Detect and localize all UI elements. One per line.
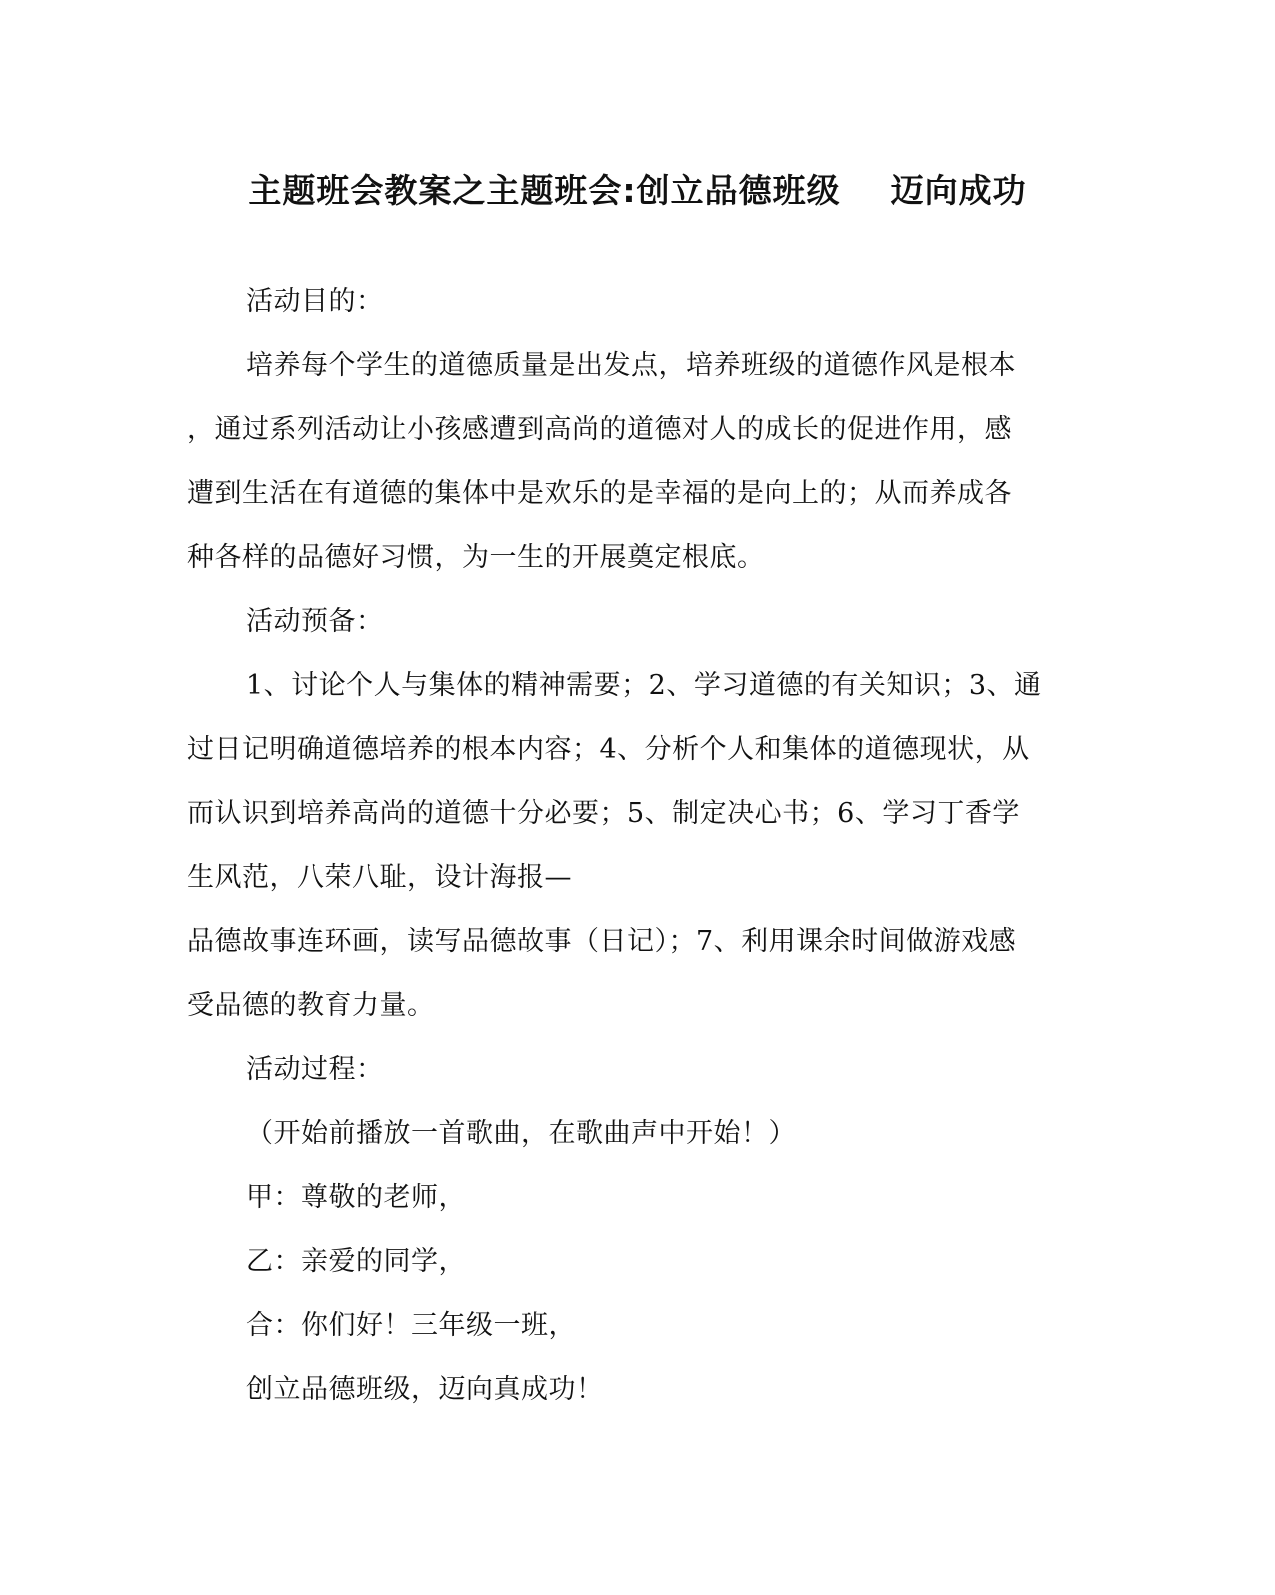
paragraph-line: 1、讨论个人与集体的精神需要；2、学习道德的有关知识；3、通 <box>246 670 1042 701</box>
paragraph-line: 种各样的品德好习惯，为一生的开展奠定根底。 <box>187 542 765 573</box>
paragraph-line: 遭到生活在有道德的集体中是欢乐的是幸福的是向上的；从而养成各 <box>187 478 1012 509</box>
dialogue-line: 乙：亲爱的同学， <box>246 1246 466 1277</box>
dialogue-line: 甲：尊敬的老师， <box>246 1182 466 1213</box>
section-heading-preparation: 活动预备： <box>246 606 384 637</box>
section-heading-process: 活动过程： <box>246 1054 384 1085</box>
paragraph-line: 品德故事连环画，读写品德故事（日记）；7、利用课余时间做游戏感 <box>187 926 1017 957</box>
paragraph-line: 受品德的教育力量。 <box>187 990 435 1021</box>
paragraph-line: （开始前播放一首歌曲，在歌曲声中开始！） <box>246 1118 796 1149</box>
dialogue-line: 创立品德班级，迈向真成功！ <box>246 1374 604 1405</box>
paragraph-line: 过日记明确道德培养的根本内容；4、分析个人和集体的道德现状，从 <box>187 734 1030 765</box>
paragraph-line: 培养每个学生的道德质量是出发点，培养班级的道德作风是根本 <box>246 350 1016 381</box>
paragraph-line: ，通过系列活动让小孩感遭到高尚的道德对人的成长的促进作用，感 <box>187 414 1012 445</box>
dialogue-line: 合：你们好！三年级一班， <box>246 1310 576 1341</box>
document-title: 主题班会教案之主题班会:创立品德班级 迈向成功 <box>248 171 1027 210</box>
paragraph-line: 生风范，八荣八耻，设计海报— <box>187 862 572 893</box>
section-heading-purpose: 活动目的： <box>246 286 384 317</box>
paragraph-line: 而认识到培养高尚的道德十分必要；5、制定决心书；6、学习丁香学 <box>187 798 1020 829</box>
